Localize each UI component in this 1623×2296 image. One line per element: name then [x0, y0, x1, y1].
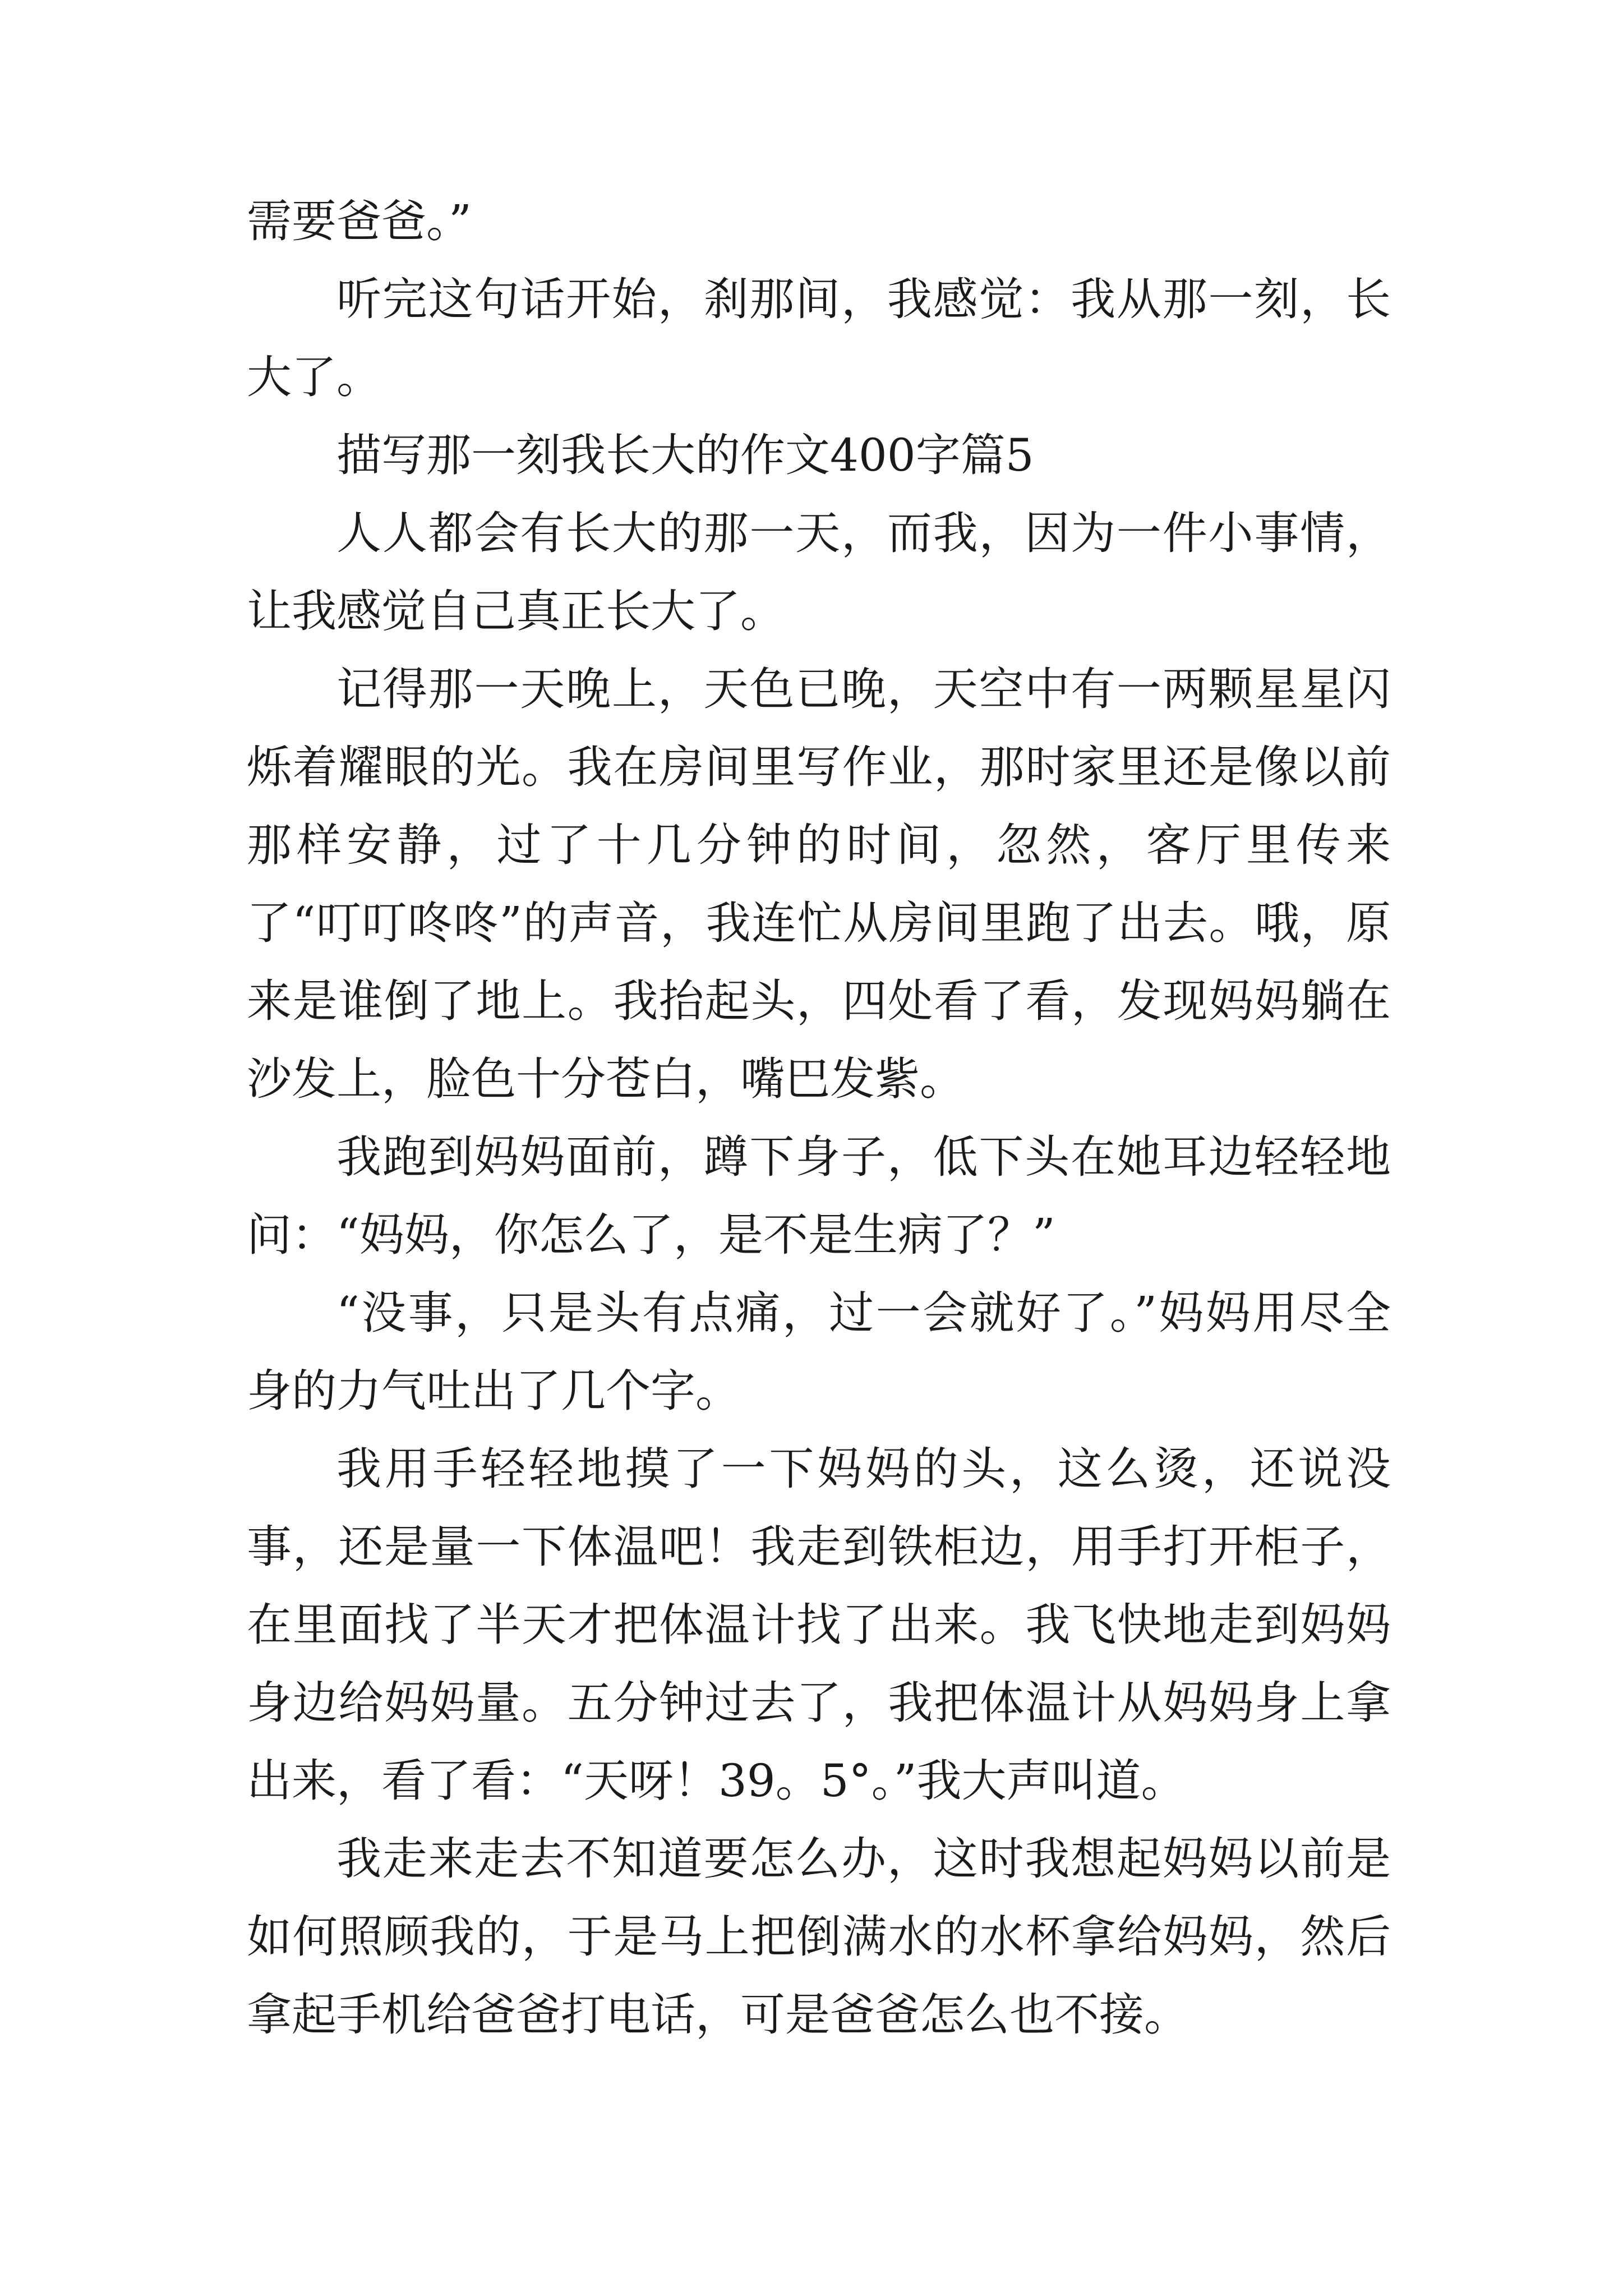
paragraph: “没事，只是头有点痛，过一会就好了。”妈妈用尽全身的力气吐出了几个字。 — [247, 1287, 1391, 1417]
paragraph: 人人都会有长大的那一天，而我，因为一件小事情，让我感觉自己真正长大了。 — [247, 507, 1391, 637]
section-heading: 描写那一刻我长大的作文400字篇5 — [336, 429, 1034, 481]
paragraph-continuation: 需要爸爸。” — [247, 195, 472, 247]
paragraph: 我跑到妈妈面前，蹲下身子，低下头在她耳边轻轻地问：“妈妈，你怎么了，是不是生病了？” — [247, 1131, 1391, 1261]
paragraph: 听完这句话开始，刹那间，我感觉：我从那一刻，长大了。 — [247, 273, 1391, 403]
paragraph: 记得那一天晚上，天色已晚，天空中有一两颗星星闪烁着耀眼的光。我在房间里写作业，那时家里还是像以前那样安静，过了十几分钟的时间，忽然，客厅里传来了“叮叮咚咚”的声音，我连忙从房间里跑了出去。哦，原来是谁倒了地上。我抬起头，四处看了看，发现妈妈躺在沙发上，脸色十分苍白，嘴巴发紫。 — [247, 663, 1391, 1105]
paragraph: 我走来走去不知道要怎么办，这时我想起妈妈以前是如何照顾我的，于是马上把倒满水的水杯拿给妈妈，然后拿起手机给爸爸打电话，可是爸爸怎么也不接。 — [247, 1833, 1391, 2041]
paragraph: 我用手轻轻地摸了一下妈妈的头，这么烫，还说没事，还是量一下体温吧！我走到铁柜边，用手打开柜子，在里面找了半天才把体温计找了出来。我飞快地走到妈妈身边给妈妈量。五分钟过去了，我把体温计从妈妈身上拿出来，看了看：“天呀！39。5°。”我大声叫道。 — [247, 1443, 1391, 1807]
document-body — [247, 182, 1391, 2054]
